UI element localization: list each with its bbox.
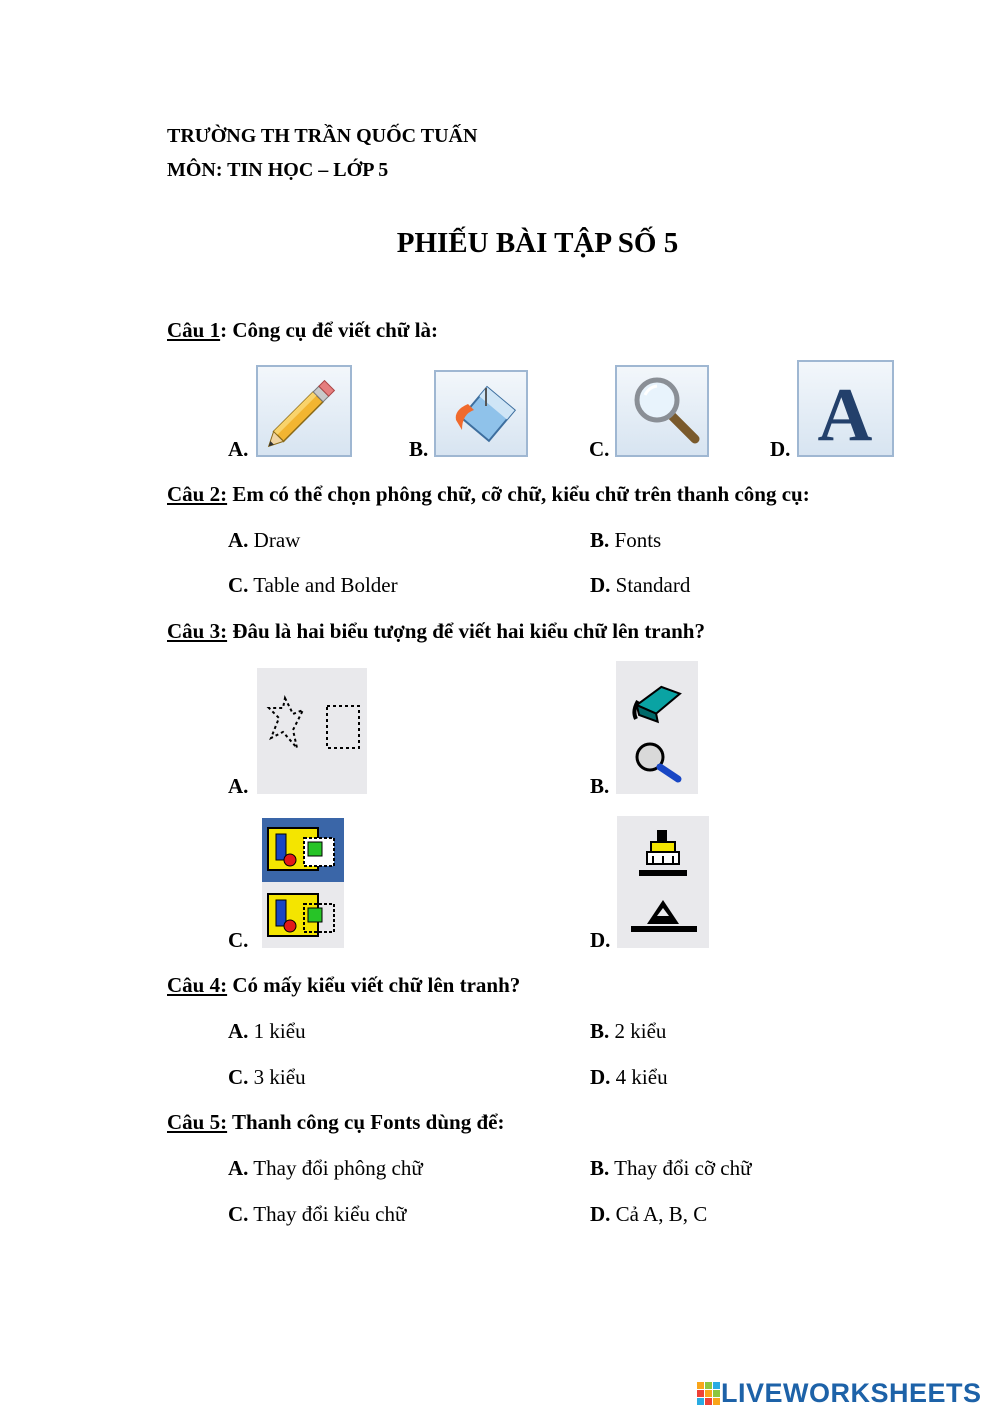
question-4-text: Có mấy kiểu viết chữ lên tranh? [227,973,521,997]
liveworksheets-brand: LIVEWORKSHEETS [721,1377,982,1408]
option-text: Draw [248,528,301,552]
q2-option-a[interactable] [228,528,300,553]
question-1-text: Công cụ để viết chữ là: [227,318,439,342]
question-2-number: Câu 2: [167,482,228,506]
option-letter: C. [228,1202,249,1226]
question-1-sep: : [220,318,228,342]
q5-option-b[interactable] [590,1156,752,1181]
q5-option-c[interactable] [228,1202,406,1227]
question-3 [167,619,705,644]
q4-option-d[interactable] [590,1065,668,1090]
question-1 [167,318,438,343]
option-letter: D. [590,1202,611,1226]
option-text: Table and Bolder [248,573,398,597]
option-letter: A. [228,1019,249,1043]
option-text: Thay đổi cỡ chữ [609,1156,752,1180]
q3-label-a: A. [228,774,249,798]
question-4 [167,973,520,998]
text-tool-icon[interactable] [797,360,894,457]
option-text: 4 kiểu [610,1065,668,1089]
question-5 [167,1110,504,1135]
q2-option-d[interactable] [590,573,690,598]
svg-text:A: A [817,373,873,457]
transparent-opaque-background-icons[interactable] [262,818,344,948]
q3-label-b: B. [590,774,610,798]
option-text: Cả A, B, C [610,1202,708,1226]
option-text: 2 kiểu [609,1019,667,1043]
q1-label-c: C. [589,437,610,461]
option-text: Fonts [609,528,662,552]
question-2-text: Em có thể chọn phông chữ, cỡ chữ, kiểu chữ trên thanh công cụ: [227,482,810,506]
pencil-icon[interactable] [256,365,352,457]
option-letter: B. [590,1156,610,1180]
magnifier-icon[interactable] [615,365,709,457]
option-letter: D. [590,573,611,597]
school-name: TRƯỜNG TH TRẦN QUỐC TUẤN [167,125,478,147]
option-letter: C. [228,1065,249,1089]
question-5-number: Câu 5: [167,1110,228,1134]
option-letter: B. [590,528,610,552]
question-3-number: Câu 3: [167,619,228,643]
q1-label-d: D. [770,437,791,461]
q5-option-a[interactable] [228,1156,423,1181]
question-4-number: Câu 4: [167,973,228,997]
q3-label-d: D. [590,928,611,952]
q4-option-c[interactable] [228,1065,306,1090]
option-letter: A. [228,528,249,552]
fill-bucket-icon[interactable] [434,370,528,457]
text-style-icons[interactable] [617,816,709,948]
option-letter: A. [228,1156,249,1180]
free-select-and-rect-select-icons[interactable] [257,668,367,794]
option-text: Standard [610,573,691,597]
worksheet-title: PHIẾU BÀI TẬP SỐ 5 [396,227,679,259]
option-letter: B. [590,1019,610,1043]
question-1-number: Câu 1 [167,318,221,342]
q3-label-c: C. [228,928,249,952]
liveworksheets-logo[interactable] [697,1377,982,1409]
option-letter: C. [228,573,249,597]
liveworksheets-logo-icon [697,1380,721,1406]
question-5-text: Thanh công cụ Fonts dùng để: [227,1110,505,1134]
question-2 [167,482,810,507]
q2-option-c[interactable] [228,573,398,598]
q5-option-d[interactable] [590,1202,707,1227]
fill-and-magnifier-icons[interactable] [616,661,698,794]
option-text: Thay đổi kiểu chữ [248,1202,407,1226]
q1-label-a: A. [228,437,249,461]
q1-label-b: B. [409,437,429,461]
option-letter: D. [590,1065,611,1089]
option-text: Thay đổi phông chữ [248,1156,423,1180]
q4-option-b[interactable] [590,1019,666,1044]
q2-option-b[interactable] [590,528,661,553]
subject-line: MÔN: TIN HỌC – LỚP 5 [167,159,389,181]
q4-option-a[interactable] [228,1019,306,1044]
question-3-text: Đâu là hai biểu tượng để viết hai kiểu chữ lên tranh? [227,619,705,643]
option-text: 1 kiểu [248,1019,306,1043]
option-text: 3 kiểu [248,1065,306,1089]
